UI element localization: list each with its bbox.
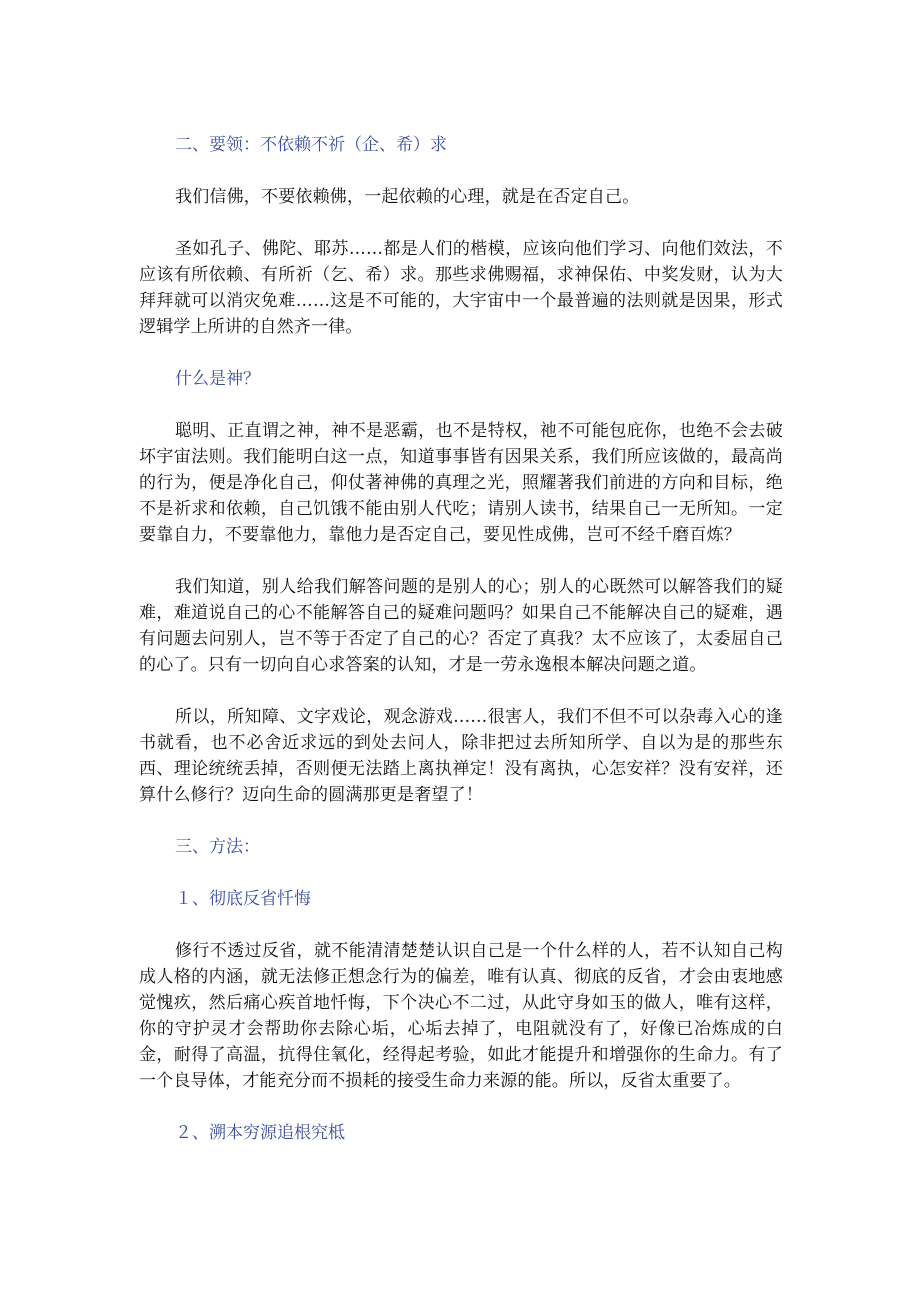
section-heading: 三、方法：	[175, 837, 260, 857]
subsection-heading: ２、溯本穷源追根究柢	[175, 1123, 345, 1143]
section-heading: 什么是神？	[175, 369, 260, 389]
paragraph: 圣如孔子、佛陀、耶苏……都是人们的楷模，应该向他们学习、向他们效法，不应该有所依赖、有所祈（乞、希）求。那些求佛赐福，求神保佑、中奖发财，认为大拜拜就可以消灾免难……这是不可能的，大宇宙中一个最普遍的法则就是因果，形式逻辑学上所讲的自然齐一律。	[139, 239, 783, 337]
paragraph: 聪明、正直谓之神，神不是恶霸，也不是特权，祂不可能包庇你，也绝不会去破坏宇宙法则。我们能明白这一点，知道事事皆有因果关系，我们所应该做的，最高尚的行为，便是净化自己，仰仗著神佛的真理之光，照耀著我们前进的方向和目标，绝不是祈求和依赖，自己饥饿不能由别人代吃；请别人读书，结果自己一无所知。一定要靠自力，不要靠他力，靠他力是否定自己，要见性成佛，岂可不经千磨百炼？	[139, 421, 783, 545]
paragraph: 我们信佛，不要依赖佛，一起依赖的心理，就是在否定自己。	[175, 187, 640, 207]
document-body	[139, 128, 783, 1146]
subsection-heading: １、彻底反省忏悔	[175, 889, 311, 909]
section-heading: 二、要领：不依赖不祈（企、希）求	[175, 135, 447, 155]
paragraph: 修行不透过反省，就不能清清楚楚认识自己是一个什么样的人，若不认知自己构成人格的内涵，就无法修正想念行为的偏差，唯有认真、彻底的反省，才会由衷地感觉愧疚，然后痛心疾首地忏悔，下个决心不二过，从此守身如玉的做人，唯有这样，你的守护灵才会帮助你去除心垢，心垢去掉了，电阻就没有了，好像已冶炼成的白金，耐得了高温，抗得住氧化，经得起考验，如此才能提升和增强你的生命力。有了一个良导体，才能充分而不损耗的接受生命力来源的能。所以，反省太重要了。	[139, 941, 783, 1091]
paragraph: 所以，所知障、文字戏论，观念游戏……很害人，我们不但不可以杂毒入心的逢书就看，也不必舍近求远的到处去问人，除非把过去所知所学、自以为是的那些东西、理论统统丢掉，否则便无法踏上离执禅定！没有离执，心怎安祥？没有安祥，还算什么修行？迈向生命的圆满那更是奢望了！	[139, 707, 783, 805]
paragraph: 我们知道，别人给我们解答问题的是别人的心；别人的心既然可以解答我们的疑难，难道说自己的心不能解答自己的疑难问题吗？如果自己不能解决自己的疑难，遇有问题去问别人，岂不等于否定了自己的心？否定了真我？太不应该了，太委屈自己的心了。只有一切向自心求答案的认知，才是一劳永逸根本解决问题之道。	[139, 577, 783, 675]
